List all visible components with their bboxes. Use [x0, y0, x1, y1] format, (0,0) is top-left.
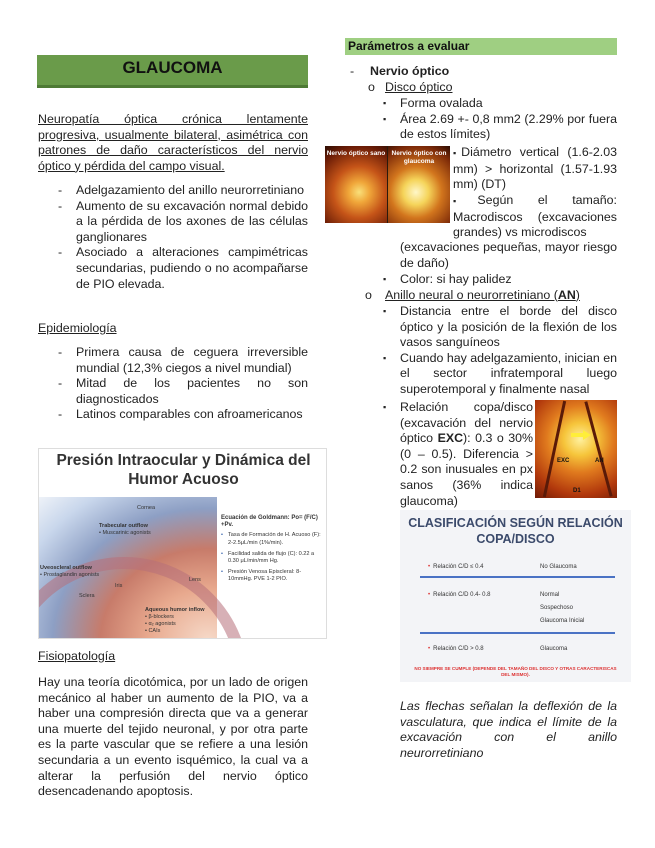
- classification-slide: [400, 510, 631, 682]
- cup-disc-fundus-image: [535, 400, 617, 498]
- classification-result: Sospechoso: [540, 605, 574, 611]
- arrow-icon: [571, 430, 591, 440]
- divider: [420, 576, 615, 578]
- cais-label: • CAIs: [145, 628, 161, 634]
- classification-result: Glaucoma Inicial: [540, 618, 585, 624]
- sclera-label: Sclera: [79, 593, 95, 599]
- physiopathology-text: Hay una teoría dicotómica, por un lado de origen mecánico al haber un aumento de la PIO, va a haber una compresión directa que va a generar una muerte del tejido neuronal, y por otra parte es la parte vascular que se refiere a una lesión secundaria a un evento isquémico, la cual va a alterar la perfusión del nervio óptico desencadenando apoptosis.: [38, 675, 308, 799]
- iop-slide-image: [38, 448, 327, 639]
- list-item: ▪ Relación copa/disco (excavación del nervio óptico EXC): 0.3 o 30%(0 – 0.5). Diferencia > 0.2 son inusuales en px sanos (36% indica glaucoma): [381, 400, 533, 509]
- list-item: • Presión Venosa Episcleral: 8-10mmHg. PVE 1-2 PIO.: [221, 569, 323, 583]
- neural-ring-heading: o Anillo neural o neurorretiniano (AN): [365, 288, 580, 302]
- optic-nerve-heading: - Nervio óptico: [350, 64, 450, 78]
- characteristics-list: [38, 183, 308, 292]
- list-item: • Facilidad salida de flujo (C): 0.22 a 0.30 μL/min/mm Hg.: [221, 551, 323, 565]
- list-item: - Adelgazamiento del anillo neurorretiniano: [38, 183, 308, 199]
- size-text: ▪Según el tamaño: Macrodiscos (excavaciones grandes) vs microdiscos: [453, 193, 617, 240]
- list-item: - Asociado a alteraciones campimétricas secundarias, pudiendo o no acompañarse de PIO elevada.: [38, 245, 308, 292]
- list-item: - Mitad de los pacientes no son diagnosticados: [38, 376, 308, 407]
- epidemiology-heading: Epidemiología: [38, 321, 117, 335]
- alpha2-label: • α₂ agonists: [145, 621, 176, 627]
- uveoscleral-label: Uveoscleral outflow: [40, 565, 92, 571]
- warning-note: NO SIEMPRE SE CUMPLE (DEPENDE DEL TAMAÑO DEL DISCO Y OTRAS CARACTERISCAS DEL MISMO).: [414, 666, 617, 677]
- goldmann-equation: [221, 515, 323, 588]
- size-text-continued: (excavaciones pequeñas, mayor riesgo de daño): [400, 240, 617, 270]
- healthy-nerve-label: Nervio óptico sano: [326, 150, 386, 157]
- classification-result: Normal: [540, 592, 560, 598]
- page-title: GLAUCOMA: [37, 55, 308, 88]
- list-item: • Tasa de Formación de H. Acuoso (F): 2-2.5μL/min (1%/min).: [221, 532, 323, 546]
- figure-caption: Las flechas señalan la deflexión de la vasculatura, que indica el límite de la excavación con el anillo neurorretiniano: [400, 699, 617, 760]
- list-item: - Latinos comparables con afroamericanos: [38, 407, 308, 423]
- parameters-heading: Parámetros a evaluar: [345, 38, 617, 55]
- equation-title: Ecuación de Goldmann: Po= (F/C) +Pv.: [221, 515, 318, 529]
- slide-title: Presión Intraocular y Dinámica del Humor Acuoso: [56, 452, 311, 488]
- eye-diagram: [39, 497, 217, 639]
- color-list: [381, 272, 617, 288]
- beta-blockers-label: • β-blockers: [145, 614, 174, 620]
- cup-disc-ratio-list: [381, 400, 533, 509]
- vertical-diameter: ▪Diámetro vertical (1.6-2.03 mm) > horizontal (1.57-1.93 mm) (DT): [453, 145, 617, 192]
- intro-definition: Neuropatía óptica crónica lentamente progresiva, usualmente bilateral, asimétrica con patrones de daño característicos del nervio óptico y pérdida del campo visual.: [38, 112, 308, 173]
- classification-result: Glaucoma: [540, 646, 568, 652]
- list-item: - Primera causa de ceguera irreversible mundial (12,3% ciegos a nivel mundial): [38, 345, 308, 376]
- list-item: ▪ Área 2.69 +- 0,8 mm2 (2.29% por fuera de estos límites): [381, 112, 617, 143]
- lens-label: Lens: [189, 577, 201, 583]
- cornea-label: Cornea: [137, 505, 156, 511]
- epidemiology-list: [38, 345, 308, 423]
- ring-list: [381, 304, 617, 398]
- classification-title: CLASIFICACIÓN SEGÚN RELACIÓN COPA/DISCO: [408, 516, 623, 546]
- an-label: AN: [595, 458, 604, 464]
- classification-row: • Relación C/D ≤ 0.4: [428, 564, 484, 570]
- physiopathology-heading: Fisiopatología: [38, 649, 116, 663]
- disc-list: [381, 96, 617, 143]
- optic-disc-heading: o Disco óptico: [368, 80, 453, 94]
- muscarinic-label: • Muscarinic agonists: [99, 530, 151, 536]
- list-item: ▪ Distancia entre el borde del disco óptico y la posición de la flexión de los vasos sanguíneos: [381, 304, 617, 351]
- exc-label: EXC: [557, 458, 570, 464]
- list-item: ▪ Forma ovalada: [381, 96, 617, 112]
- glaucoma-nerve-label: Nervio óptico con glaucoma: [391, 150, 447, 165]
- classification-row: • Relación C/D > 0.8: [428, 646, 484, 652]
- list-item: ▪ Cuando hay adelgazamiento, inician en el sector infratemporal luego superotemporal y finalmente nasal: [381, 351, 617, 398]
- classification-result: No Glaucoma: [540, 564, 577, 570]
- trabecular-label: Trabecular outflow: [99, 523, 148, 529]
- prostaglandin-label: • Prostaglandin agonists: [40, 572, 100, 578]
- list-item: - Aumento de su excavación normal debido a la pérdida de los axones de las células ganglionares: [38, 199, 308, 246]
- divider: [420, 632, 615, 634]
- list-item: ▪ Color: si hay palidez: [381, 272, 617, 288]
- classification-row: • Relación C/D 0.4- 0.8: [428, 592, 491, 598]
- fundus-comparison-image: [325, 146, 450, 223]
- iris-label: Iris: [115, 583, 123, 589]
- d1-label: D1: [573, 488, 581, 494]
- inflow-label: Aqueous humor inflow: [145, 607, 205, 613]
